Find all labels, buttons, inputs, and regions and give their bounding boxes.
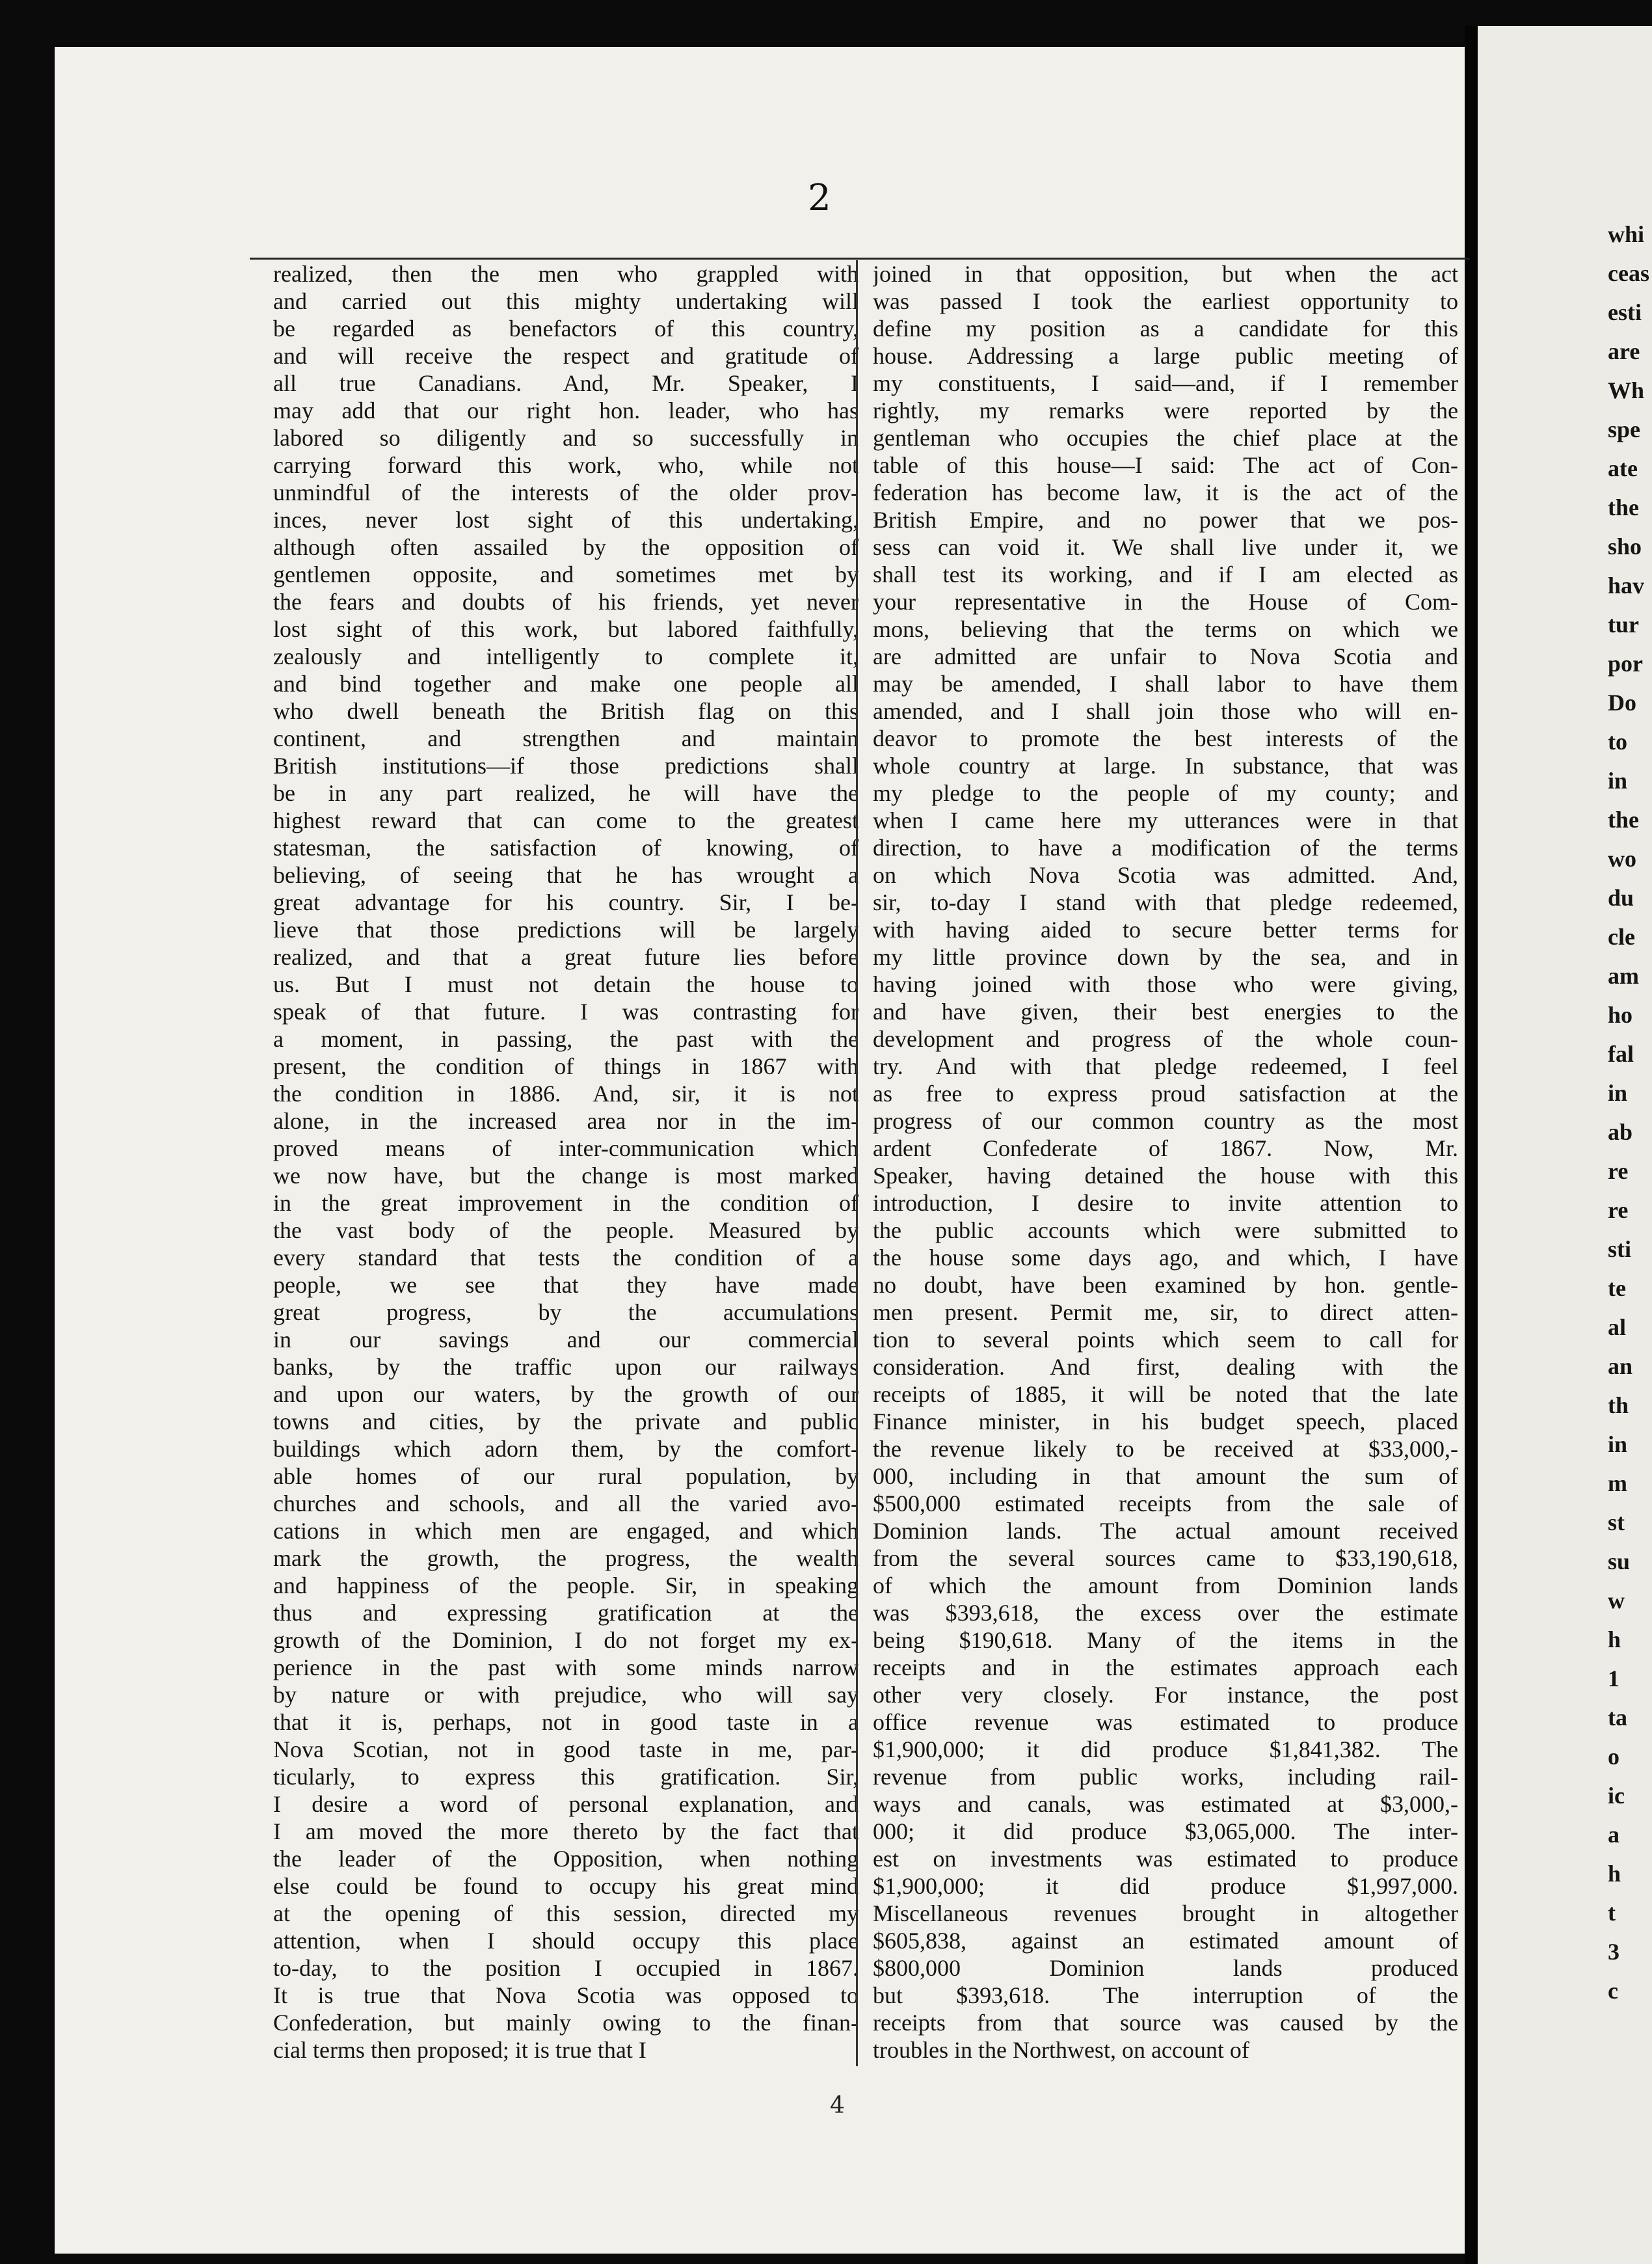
adjacent-page-fragment: in: [1608, 1080, 1628, 1106]
text-line: although often assailed by the opposition of: [273, 534, 859, 560]
adjacent-page-fragment: c: [1608, 1978, 1618, 2004]
adjacent-page-fragment: ate: [1608, 455, 1638, 481]
text-line: lieve that those predictions will be largely: [273, 917, 859, 943]
text-line: lost sight of this work, but labored faithfully,: [273, 616, 859, 642]
text-line: believing, of seeing that he has wrought a: [273, 862, 859, 888]
text-line: cial terms then proposed; it is true that I: [273, 2037, 646, 2063]
text-line: Dominion lands. The actual amount received: [873, 1518, 1458, 1544]
text-line: else could be found to occupy his great mind: [273, 1873, 859, 1899]
text-line: churches and schools, and all the varied avo-: [273, 1490, 859, 1516]
text-line: unmindful of the interests of the older prov-: [273, 479, 859, 505]
text-line: every standard that tests the condition of a: [273, 1245, 859, 1271]
text-line: and upon our waters, by the growth of our: [273, 1381, 859, 1407]
text-line: be in any part realized, he will have the: [273, 780, 859, 806]
text-line: by nature or with prejudice, who will say: [273, 1682, 859, 1708]
page-number: 2: [808, 177, 831, 219]
text-line: when I came here my utterances were in that: [873, 807, 1458, 833]
text-line: other very closely. For instance, the post: [873, 1682, 1458, 1708]
text-line: the public accounts which were submitted to: [873, 1217, 1458, 1243]
text-line: the leader of the Opposition, when nothing: [273, 1846, 859, 1872]
text-line: highest reward that can come to the greatest: [273, 807, 859, 833]
footer-signature-mark: 4: [830, 2092, 845, 2119]
text-line: the condition in 1886. And, sir, it is not: [273, 1081, 859, 1107]
text-line: alone, in the increased area nor in the im-: [273, 1108, 859, 1134]
adjacent-page-fragment: por: [1608, 651, 1643, 677]
adjacent-page-fragment: w: [1608, 1587, 1625, 1613]
text-line: inces, never lost sight of this undertaking,: [273, 507, 859, 533]
text-line: may add that our right hon. leader, who has: [273, 398, 859, 424]
text-line: Finance minister, in his budget speech, placed: [873, 1408, 1458, 1435]
text-line: to-day, to the position I occupied in 1867.: [273, 1955, 859, 1981]
text-line: speak of that future. I was contrasting for: [273, 999, 859, 1025]
text-line: who dwell beneath the British flag on this: [273, 698, 859, 724]
text-line: all true Canadians. And, Mr. Speaker, I: [273, 370, 859, 396]
text-line: Confederation, but mainly owing to the finan-: [273, 2010, 859, 2036]
text-line: a moment, in passing, the past with the: [273, 1026, 859, 1052]
text-line: us. But I must not detain the house to: [273, 971, 859, 997]
text-line: receipts of 1885, it will be noted that the late: [873, 1381, 1458, 1407]
text-line: I am moved the more thereto by the fact that: [273, 1818, 859, 1844]
adjacent-page-fragment: al: [1608, 1314, 1627, 1340]
text-line: on which Nova Scotia was admitted. And,: [873, 862, 1458, 888]
text-line: amended, and I shall join those who will en-: [873, 698, 1458, 724]
adjacent-page-fragment: sho: [1608, 533, 1642, 559]
text-line: house. Addressing a large public meeting of: [873, 343, 1458, 369]
column-divider: [856, 260, 858, 2066]
adjacent-page-fragment: Wh: [1608, 377, 1645, 403]
adjacent-page-fragment: st: [1608, 1509, 1625, 1535]
text-line: 000, including in that amount the sum of: [873, 1463, 1458, 1489]
text-line: great progress, by the accumulations: [273, 1299, 859, 1325]
adjacent-page-fragment: su: [1608, 1548, 1631, 1574]
adjacent-page-fragment: ab: [1608, 1119, 1633, 1145]
adjacent-page-fragment: Do: [1608, 690, 1636, 716]
text-line: being $190,618. Many of the items in the: [873, 1627, 1458, 1653]
text-line: mons, believing that the terms on which we: [873, 616, 1458, 642]
adjacent-page-fragment: an: [1608, 1353, 1633, 1379]
text-line: try. And with that pledge redeemed, I feel: [873, 1053, 1458, 1079]
text-line: men present. Permit me, sir, to direct atten-: [873, 1299, 1458, 1325]
right-column: [873, 260, 1458, 2064]
adjacent-page-fragment: are: [1608, 338, 1640, 364]
text-line: perience in the past with some minds narrow: [273, 1654, 859, 1680]
text-line: Nova Scotian, not in good taste in me, par-: [273, 1736, 859, 1762]
text-line: direction, to have a modification of the terms: [873, 835, 1458, 861]
adjacent-page-fragment: the: [1608, 494, 1639, 520]
text-line: are admitted are unfair to Nova Scotia and: [873, 643, 1458, 669]
text-line: carrying forward this work, who, while not: [273, 452, 859, 478]
adjacent-page-fragment: re: [1608, 1158, 1629, 1184]
text-line: labored so diligently and so successfully in: [273, 425, 859, 451]
text-line: sess can void it. We shall live under it, we: [873, 534, 1458, 560]
adjacent-page-fragment: esti: [1608, 299, 1642, 325]
adjacent-page-fragment: fal: [1608, 1041, 1634, 1067]
adjacent-page-fragment: h: [1608, 1861, 1621, 1887]
text-line: of which the amount from Dominion lands: [873, 1572, 1458, 1598]
text-line: ways and canals, was estimated at $3,000,-: [873, 1791, 1458, 1817]
text-line: Speaker, having detained the house with this: [873, 1163, 1458, 1189]
adjacent-page-fragment: o: [1608, 1744, 1619, 1770]
adjacent-page-fragment: cle: [1608, 924, 1635, 950]
adjacent-page-fragment: te: [1608, 1275, 1626, 1301]
left-column: [273, 260, 859, 2064]
text-line: define my position as a candidate for this: [873, 316, 1458, 342]
text-line: having joined with those who were giving,: [873, 971, 1458, 997]
adjacent-page-fragment: ic: [1608, 1783, 1625, 1809]
text-line: deavor to promote the best interests of the: [873, 725, 1458, 751]
text-line: we now have, but the change is most marked: [273, 1163, 859, 1189]
text-line: was $393,618, the excess over the estimate: [873, 1600, 1458, 1626]
text-line: no doubt, have been examined by hon. gentle-: [873, 1272, 1458, 1298]
text-line: ardent Confederate of 1867. Now, Mr.: [873, 1135, 1458, 1161]
text-line: gentlemen opposite, and sometimes met by: [273, 561, 859, 587]
adjacent-page-fragment: m: [1608, 1470, 1627, 1496]
adjacent-page-fragment: am: [1608, 963, 1639, 989]
text-line: receipts from that source was caused by the: [873, 2010, 1458, 2036]
text-line: able homes of our rural population, by: [273, 1463, 859, 1489]
header-rule: [250, 258, 1470, 260]
text-line: as free to express proud satisfaction at the: [873, 1081, 1458, 1107]
text-line: progress of our common country as the most: [873, 1108, 1458, 1134]
text-line: my constituents, I said—and, if I remember: [873, 370, 1458, 396]
text-line: introduction, I desire to invite attention to: [873, 1190, 1458, 1216]
text-line: be regarded as benefactors of this country,: [273, 316, 859, 342]
text-line: the revenue likely to be received at $33,000,-: [873, 1436, 1458, 1462]
text-line: my pledge to the people of my county; and: [873, 780, 1458, 806]
adjacent-page-fragment: h: [1608, 1626, 1621, 1652]
text-line: revenue from public works, including rail-: [873, 1764, 1458, 1790]
text-line: and have given, their best energies to the: [873, 999, 1458, 1025]
text-line: shall test its working, and if I am elected as: [873, 561, 1458, 587]
text-line: in the great improvement in the condition of: [273, 1190, 859, 1216]
adjacent-page-fragment: ta: [1608, 1705, 1627, 1731]
text-line: 000; it did produce $3,065,000. The inter-: [873, 1818, 1458, 1844]
text-line: It is true that Nova Scotia was opposed to: [273, 1982, 859, 2008]
text-line: and happiness of the people. Sir, in speaking: [273, 1572, 859, 1598]
adjacent-page-fragment: 1: [1608, 1665, 1619, 1691]
text-line: the house some days ago, and which, I have: [873, 1245, 1458, 1271]
adjacent-page-fragment: sti: [1608, 1236, 1631, 1262]
text-line: $605,838, against an estimated amount of: [873, 1928, 1458, 1954]
text-line: the vast body of the people. Measured by: [273, 1217, 859, 1243]
text-line: troubles in the Northwest, on account of: [873, 2037, 1249, 2063]
text-line: consideration. And first, dealing with the: [873, 1354, 1458, 1380]
text-line: rightly, my remarks were reported by the: [873, 398, 1458, 424]
adjacent-page-fragment: th: [1608, 1392, 1629, 1418]
text-line: and bind together and make one people all: [273, 671, 859, 697]
text-line: receipts and in the estimates approach each: [873, 1654, 1458, 1680]
adjacent-page-fragment: t: [1608, 1900, 1616, 1926]
text-line: sir, to-day I stand with that pledge redeemed,: [873, 889, 1458, 915]
text-line: in our savings and our commercial: [273, 1327, 859, 1353]
adjacent-page-fragment: hav: [1608, 573, 1645, 599]
text-line: tion to several points which seem to call for: [873, 1327, 1458, 1353]
text-line: whole country at large. In substance, that was: [873, 753, 1458, 779]
text-line: office revenue was estimated to produce: [873, 1709, 1458, 1735]
text-line: cations in which men are engaged, and which: [273, 1518, 859, 1544]
text-line: great advantage for his country. Sir, I be-: [273, 889, 859, 915]
text-line: Miscellaneous revenues brought in altogether: [873, 1900, 1458, 1926]
text-line: from the several sources came to $33,190,618,: [873, 1545, 1458, 1571]
text-line: was passed I took the earliest opportunity to: [873, 288, 1458, 314]
text-line: zealously and intelligently to complete it,: [273, 643, 859, 669]
text-line: may be amended, I shall labor to have them: [873, 671, 1458, 697]
adjacent-page-edge: [1478, 26, 1652, 2264]
adjacent-page-fragment: in: [1608, 1431, 1628, 1457]
text-line: thus and expressing gratification at the: [273, 1600, 859, 1626]
text-line: my little province down by the sea, and in: [873, 944, 1458, 970]
text-line: $800,000 Dominion lands produced: [873, 1955, 1458, 1981]
adjacent-page-fragment: wo: [1608, 846, 1636, 872]
text-line: $1,900,000; it did produce $1,997,000.: [873, 1873, 1458, 1899]
text-line: mark the growth, the progress, the wealth: [273, 1545, 859, 1571]
text-line: and will receive the respect and gratitude of: [273, 343, 859, 369]
text-line: that it is, perhaps, not in good taste in a: [273, 1709, 859, 1735]
text-line: continent, and strengthen and maintain: [273, 725, 859, 751]
adjacent-page-fragment: ho: [1608, 1002, 1633, 1028]
text-line: realized, and that a great future lies before: [273, 944, 859, 970]
adjacent-page-fragment: spe: [1608, 416, 1641, 442]
text-line: statesman, the satisfaction of knowing, of: [273, 835, 859, 861]
adjacent-page-fragment: to: [1608, 729, 1627, 755]
text-line: development and progress of the whole coun-: [873, 1026, 1458, 1052]
adjacent-page-fragment: re: [1608, 1197, 1629, 1223]
text-line: proved means of inter-communication which: [273, 1135, 859, 1161]
text-line: buildings which adorn them, by the comfort-: [273, 1436, 859, 1462]
text-line: gentleman who occupies the chief place at the: [873, 425, 1458, 451]
adjacent-page-fragment: du: [1608, 885, 1634, 911]
text-line: towns and cities, by the private and public: [273, 1408, 859, 1435]
text-line: growth of the Dominion, I do not forget my ex-: [273, 1627, 859, 1653]
adjacent-page-fragment: a: [1608, 1822, 1619, 1848]
text-line: federation has become law, it is the act of the: [873, 479, 1458, 505]
text-line: but $393,618. The interruption of the: [873, 1982, 1458, 2008]
text-line: at the opening of this session, directed my: [273, 1900, 859, 1926]
adjacent-page-fragment: in: [1608, 768, 1628, 794]
text-line: realized, then the men who grappled with: [273, 261, 859, 287]
text-line: I desire a word of personal explanation, and: [273, 1791, 859, 1817]
page-gutter: [1465, 26, 1478, 2264]
text-line: British institutions—if those predictions shall: [273, 753, 859, 779]
text-line: present, the condition of things in 1867 with: [273, 1053, 859, 1079]
adjacent-page-fragment: whi: [1608, 221, 1645, 247]
text-line: est on investments was estimated to produce: [873, 1846, 1458, 1872]
adjacent-page-fragment: ceas: [1608, 260, 1649, 286]
text-line: your representative in the House of Com-: [873, 589, 1458, 615]
text-line: with having aided to secure better terms for: [873, 917, 1458, 943]
adjacent-page-fragment: the: [1608, 807, 1639, 833]
text-line: attention, when I should occupy this place: [273, 1928, 859, 1954]
text-line: $500,000 estimated receipts from the sale of: [873, 1490, 1458, 1516]
adjacent-page-fragment: 3: [1608, 1939, 1619, 1965]
text-line: the fears and doubts of his friends, yet never: [273, 589, 859, 615]
text-line: people, we see that they have made: [273, 1272, 859, 1298]
text-line: $1,900,000; it did produce $1,841,382. The: [873, 1736, 1458, 1762]
text-line: British Empire, and no power that we pos-: [873, 507, 1458, 533]
text-line: banks, by the traffic upon our railways: [273, 1354, 859, 1380]
text-line: joined in that opposition, but when the act: [873, 261, 1458, 287]
text-line: and carried out this mighty undertaking will: [273, 288, 859, 314]
text-line: ticularly, to express this gratification. Sir,: [273, 1764, 859, 1790]
adjacent-page-fragment: tur: [1608, 612, 1639, 638]
text-line: table of this house—I said: The act of Con-: [873, 452, 1458, 478]
